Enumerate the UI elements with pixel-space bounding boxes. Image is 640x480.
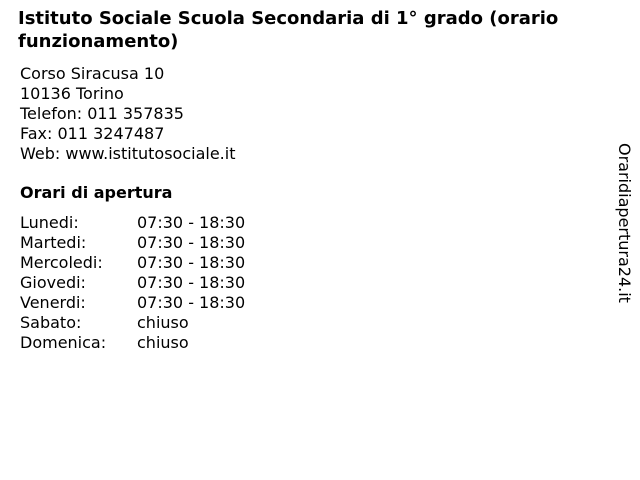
hours-day-label: Lunedi: xyxy=(20,213,79,232)
address-city: 10136 Torino xyxy=(20,84,124,103)
hours-time-value: 07:30 - 18:30 xyxy=(137,273,246,292)
hours-day-label: Sabato: xyxy=(20,313,82,332)
hours-day-label: Domenica: xyxy=(20,333,107,352)
address-phone: Telefon: 011 357835 xyxy=(20,104,184,123)
address-fax: Fax: 011 3247487 xyxy=(20,124,165,143)
hours-time-value: chiuso xyxy=(137,333,189,352)
hours-day-label: Mercoledi: xyxy=(20,253,103,272)
hours-day-label: Venerdi: xyxy=(20,293,86,312)
hours-time-value: chiuso xyxy=(137,313,189,332)
hours-time-value: 07:30 - 18:30 xyxy=(137,293,246,312)
hours-time-value: 07:30 - 18:30 xyxy=(137,233,246,252)
site-watermark xyxy=(612,134,636,312)
site-watermark-text: Oraridiapertura24.it xyxy=(615,143,634,303)
opening-hours-heading: Orari di apertura xyxy=(20,183,173,202)
hours-day-label: Giovedi: xyxy=(20,273,86,292)
hours-day-label: Martedi: xyxy=(20,233,87,252)
address-web: Web: www.istitutosociale.it xyxy=(20,144,236,163)
hours-time-value: 07:30 - 18:30 xyxy=(137,213,246,232)
page-title: Istituto Sociale Scuola Secondaria di 1° grado (orario funzionamento) xyxy=(18,8,559,52)
hours-time-value: 07:30 - 18:30 xyxy=(137,253,246,272)
address-street: Corso Siracusa 10 xyxy=(20,64,165,83)
address-block xyxy=(20,64,235,164)
